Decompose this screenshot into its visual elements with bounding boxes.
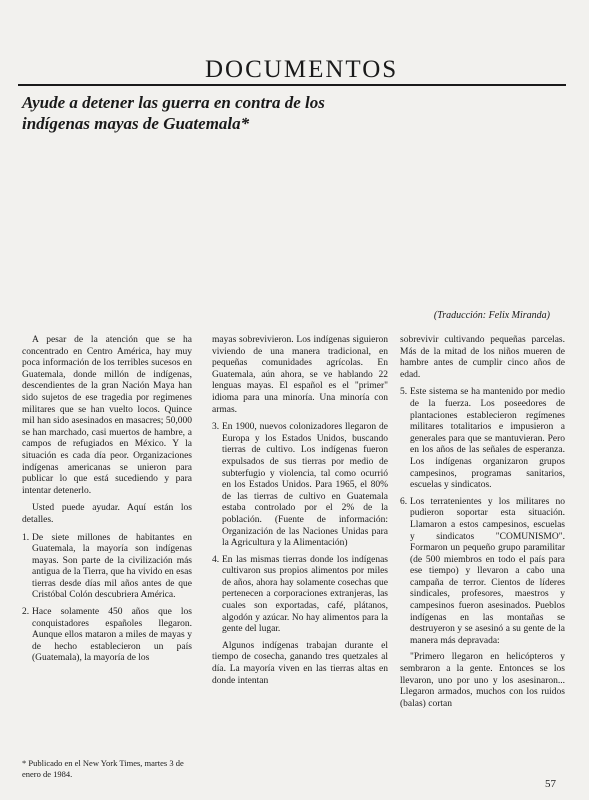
list-number: 6.	[400, 496, 408, 507]
list-item	[22, 607, 192, 665]
article-title-line-1: Ayude a detener las guerra en contra de los	[22, 93, 325, 112]
numbered-list	[212, 422, 388, 636]
list-text: En 1900, nuevos colonizadores llegaron de Europa y los Estados Unidos, buscando tierras de cultivo. Los indígenas fueron expulsados de sus tierras por medio de subterfugio y violencia, tal como ocurrió en los Estados Unidos. Para 1965, el 80% de las tierras de cultivo en Guatemala estaba controlado por el 2% de la población. (Fuente de información: Organización de las Naciones Unidas para la Agricultura y la Alimentación)	[222, 422, 388, 549]
footnote: * Publicado en el New York Times, martes 3 de enero de 1984.	[22, 758, 184, 779]
paragraph: "Primero llegaron en helicópteros y sembraron a la gente. Entonces se los llevaron, uno por uno y los asesinaron... Llegaron armados, muchos con los ruidos (balas) cortan	[400, 652, 565, 709]
list-item	[212, 555, 388, 636]
list-item	[22, 533, 192, 603]
list-text: Este sistema se ha mantenido por medio de la fuerza. Los poseedores de plantaciones establecieron regímenes militares totalitarios e impusieron a generales para que se mantuvieran. Pero en los años de las señales de esperanza. Los indígenas organizaron grupos campesinos, programas sanitarios, escuelas y sindicatos.	[410, 387, 565, 491]
paragraph: Algunos indígenas trabajan durante el tiempo de cosecha, ganando tres quetzales al día. La mayoría viven en las tierras altas en donde intentan	[212, 640, 388, 686]
list-text: En las mismas tierras donde los indígenas cultivaron sus propios alimentos por miles de años, ahora hay solamente cosechas que pertenecen a corporaciones extranjeras, las cuales son exportadas, café, plátanos, algodón y azúcar. No hay alimentos para la gente del lugar.	[222, 554, 388, 635]
paragraph: mayas sobrevivieron. Los indígenas siguieron viviendo de una manera tradicional, en pequeñas comunidades agrícolas. En Guatemala, aún ahora, se ve hablando 22 lenguas mayas. El español es el "primer" idioma para una minoría. Una minoría con armas.	[212, 335, 388, 415]
list-item	[400, 497, 565, 648]
article-title	[22, 92, 442, 134]
list-text: Hace solamente 450 años que los conquistadores españoles llegaron. Aunque ellos mataron a miles de mayas y de hecho establecieron un país (Guatemala), la mayoría de los	[32, 607, 192, 664]
list-item	[400, 387, 565, 491]
column-3	[400, 335, 565, 716]
section-title: DOCUMENTOS	[205, 56, 399, 83]
list-item	[212, 422, 388, 550]
paragraph: A pesar de la atención que se ha concentrado en Centro América, hay muy poca información de los terribles sucesos en Guatemala, donde millón de indígenas, descendientes de la gran Nación Maya han sido sujetos de ese tragedia por regimenes militares que se han vuelto locos. Quince mil han sido asesinados en masacres; 50,000 se han marchado, casi muertos de hambre, a campos de refugiados en México. Y la situación es cada día peor. Organizaciones indígenas americanas se unieron para publicar lo que está sucediendo y para intentar detenerlo.	[22, 335, 192, 496]
list-number: 5.	[400, 387, 408, 398]
numbered-list	[400, 387, 565, 647]
list-text: De siete millones de habitantes en Guatemala, la mayoría son indígenas mayas. Son parte de la civilización más antigua de la Tierra, que ha vivido en esas tierras desde días mil años antes de que Cristóbal Colón descubriera América.	[32, 532, 192, 601]
column-2	[212, 335, 388, 693]
page-number: 57	[545, 778, 556, 790]
list-text: Los terratenientes y los militares no pudieron soportar esta situación. Llamaron a estos campesinos, escuelas y sindicatos "COMUNISMO". Formaron un pequeño grupo paramilitar (de 500 miembros en todo el país para ese tiempo) y llevaron a cabo una campaña de terror. Cientos de líderes sindicales, profesores, maestros y campesinos fueron asesinados. Pueblos indígenas en las montañas se destruyeron y se asesinó a su gente de la manera más depravada:	[410, 496, 565, 646]
column-1	[22, 335, 192, 670]
list-number: 4.	[212, 554, 220, 565]
list-number: 2.	[22, 607, 30, 618]
list-number: 1.	[22, 532, 30, 543]
paragraph: Usted puede ayudar. Aquí están los detalles.	[22, 503, 192, 525]
article-title-line-2: indígenas mayas de Guatemala*	[22, 114, 250, 133]
paragraph: sobrevivir cultivando pequeñas parcelas. Más de la mitad de los niños mueren de hambre antes de cumplir cinco años de edad.	[400, 335, 565, 380]
list-number: 3.	[212, 422, 220, 433]
numbered-list	[22, 533, 192, 666]
header-rule	[18, 84, 566, 86]
translator-credit: (Traducción: Felix Miranda)	[433, 310, 550, 321]
